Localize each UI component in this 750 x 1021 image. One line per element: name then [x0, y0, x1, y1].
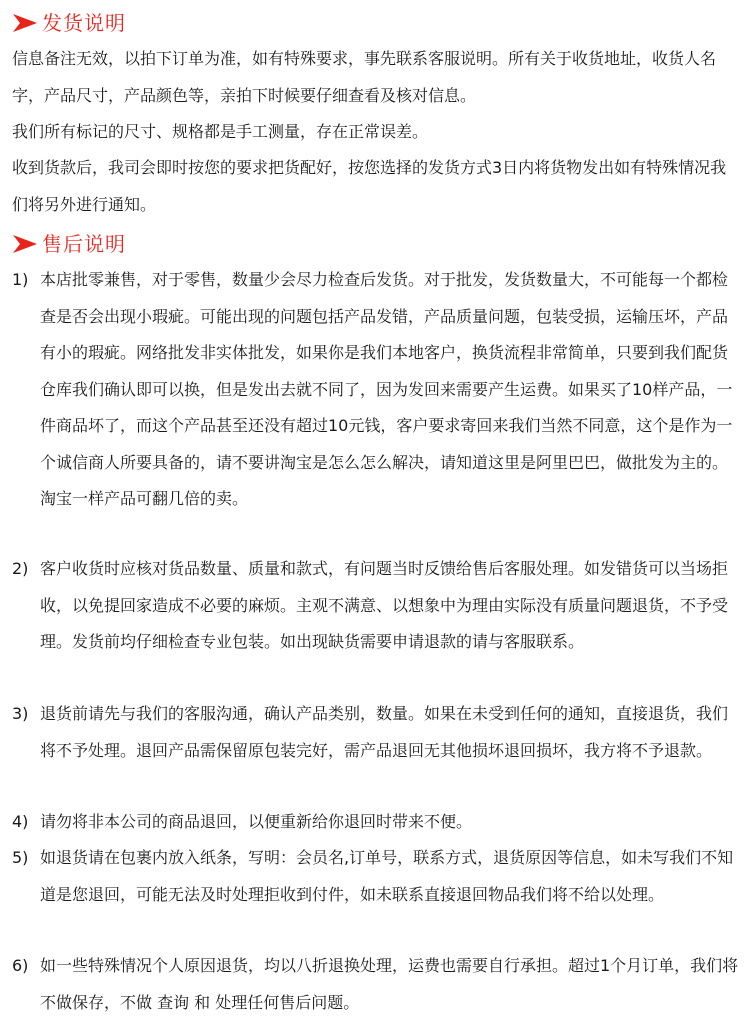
- item-number: 6): [12, 956, 29, 975]
- shipping-paragraph: 收到货款后，我司会即时按您的要求把货配好，按您选择的发货方式3日内将货物发出如有特殊情况我们将另外进行通知。: [12, 158, 727, 214]
- after-sales-title: 售后说明: [42, 232, 126, 256]
- item-number: 5): [12, 848, 29, 867]
- item-number: 4): [12, 812, 29, 831]
- list-item: [12, 551, 742, 661]
- red-arrow-icon: [12, 233, 38, 255]
- list-item: [12, 262, 742, 518]
- item-number: 1): [12, 270, 29, 289]
- list-item: [12, 948, 742, 1021]
- list-item: [12, 696, 742, 769]
- shipping-paragraph: 信息备注无效，以拍下订单为准，如有特殊要求，事先联系客服说明。所有关于收货地址，收货人名字，产品尺寸，产品颜色等，亲拍下时候要仔细查看及核对信息。: [12, 49, 717, 105]
- after-sales-heading: [12, 229, 126, 259]
- item-number: 3): [12, 704, 29, 723]
- item-text: 如退货请在包裹内放入纸条，写明：会员名,订单号，联系方式，退货原因等信息，如未写我们不知道是您退回，可能无法及时处理拒收到付件，如未联系直接退回物品我们将不给以处理。: [40, 848, 734, 904]
- shipping-heading: [12, 8, 126, 38]
- red-arrow-icon: [12, 12, 38, 34]
- item-text: 客户收货时应核对货品数量、质量和款式，有问题当时反馈给售后客服处理。如发错货可以当场拒收，以免提回家造成不必要的麻烦。主观不满意、以想象中为理由实际没有质量问题退货，不予受理。发货前均仔细检查专业包装。如出现缺货需要申请退款的请与客服联系。: [40, 559, 729, 651]
- item-text: 如一些特殊情况个人原因退货，均以八折退换处理，运费也需要自行承担。超过1个月订单，我们将不做保存，不做 查询 和 处理任何售后问题。: [40, 956, 739, 1012]
- list-item: [12, 840, 742, 913]
- item-text: 本店批零兼售，对于零售，数量少会尽力检查后发货。对于批发，发货数量大，不可能每一个都检查是否会出现小瑕疵。可能出现的问题包括产品发错，产品质量问题，包装受损，运输压坏，产品有小的瑕疵。网络批发非实体批发，如果你是我们本地客户，换货流程非常简单，只要到我们配货仓库我们确认即可以换，但是发出去就不同了，因为发回来需要产生运费。如果买了10样产品，一件商品坏了，而这个产品甚至还没有超过10元钱，客户要求寄回来我们当然不同意，这个是作为一个诚信商人所要具备的，请不要讲淘宝是怎么怎么解决，请知道这里是阿里巴巴，做批发为主的。淘宝一样产品可翻几倍的卖。: [40, 270, 733, 508]
- shipping-paragraph: 我们所有标记的尺寸、规格都是手工测量，存在正常误差。: [12, 122, 429, 141]
- shipping-title: 发货说明: [42, 11, 126, 35]
- list-item: [12, 804, 742, 841]
- item-text: 退货前请先与我们的客服沟通，确认产品类别，数量。如果在未受到任何的通知，直接退货，我们将不予处理。退回产品需保留原包装完好，需产品退回无其他损坏退回损坏，我方将不予退款。: [40, 704, 729, 760]
- item-text: 请勿将非本公司的商品退回，以便重新给你退回时带来不便。: [40, 812, 473, 831]
- item-number: 2): [12, 559, 29, 578]
